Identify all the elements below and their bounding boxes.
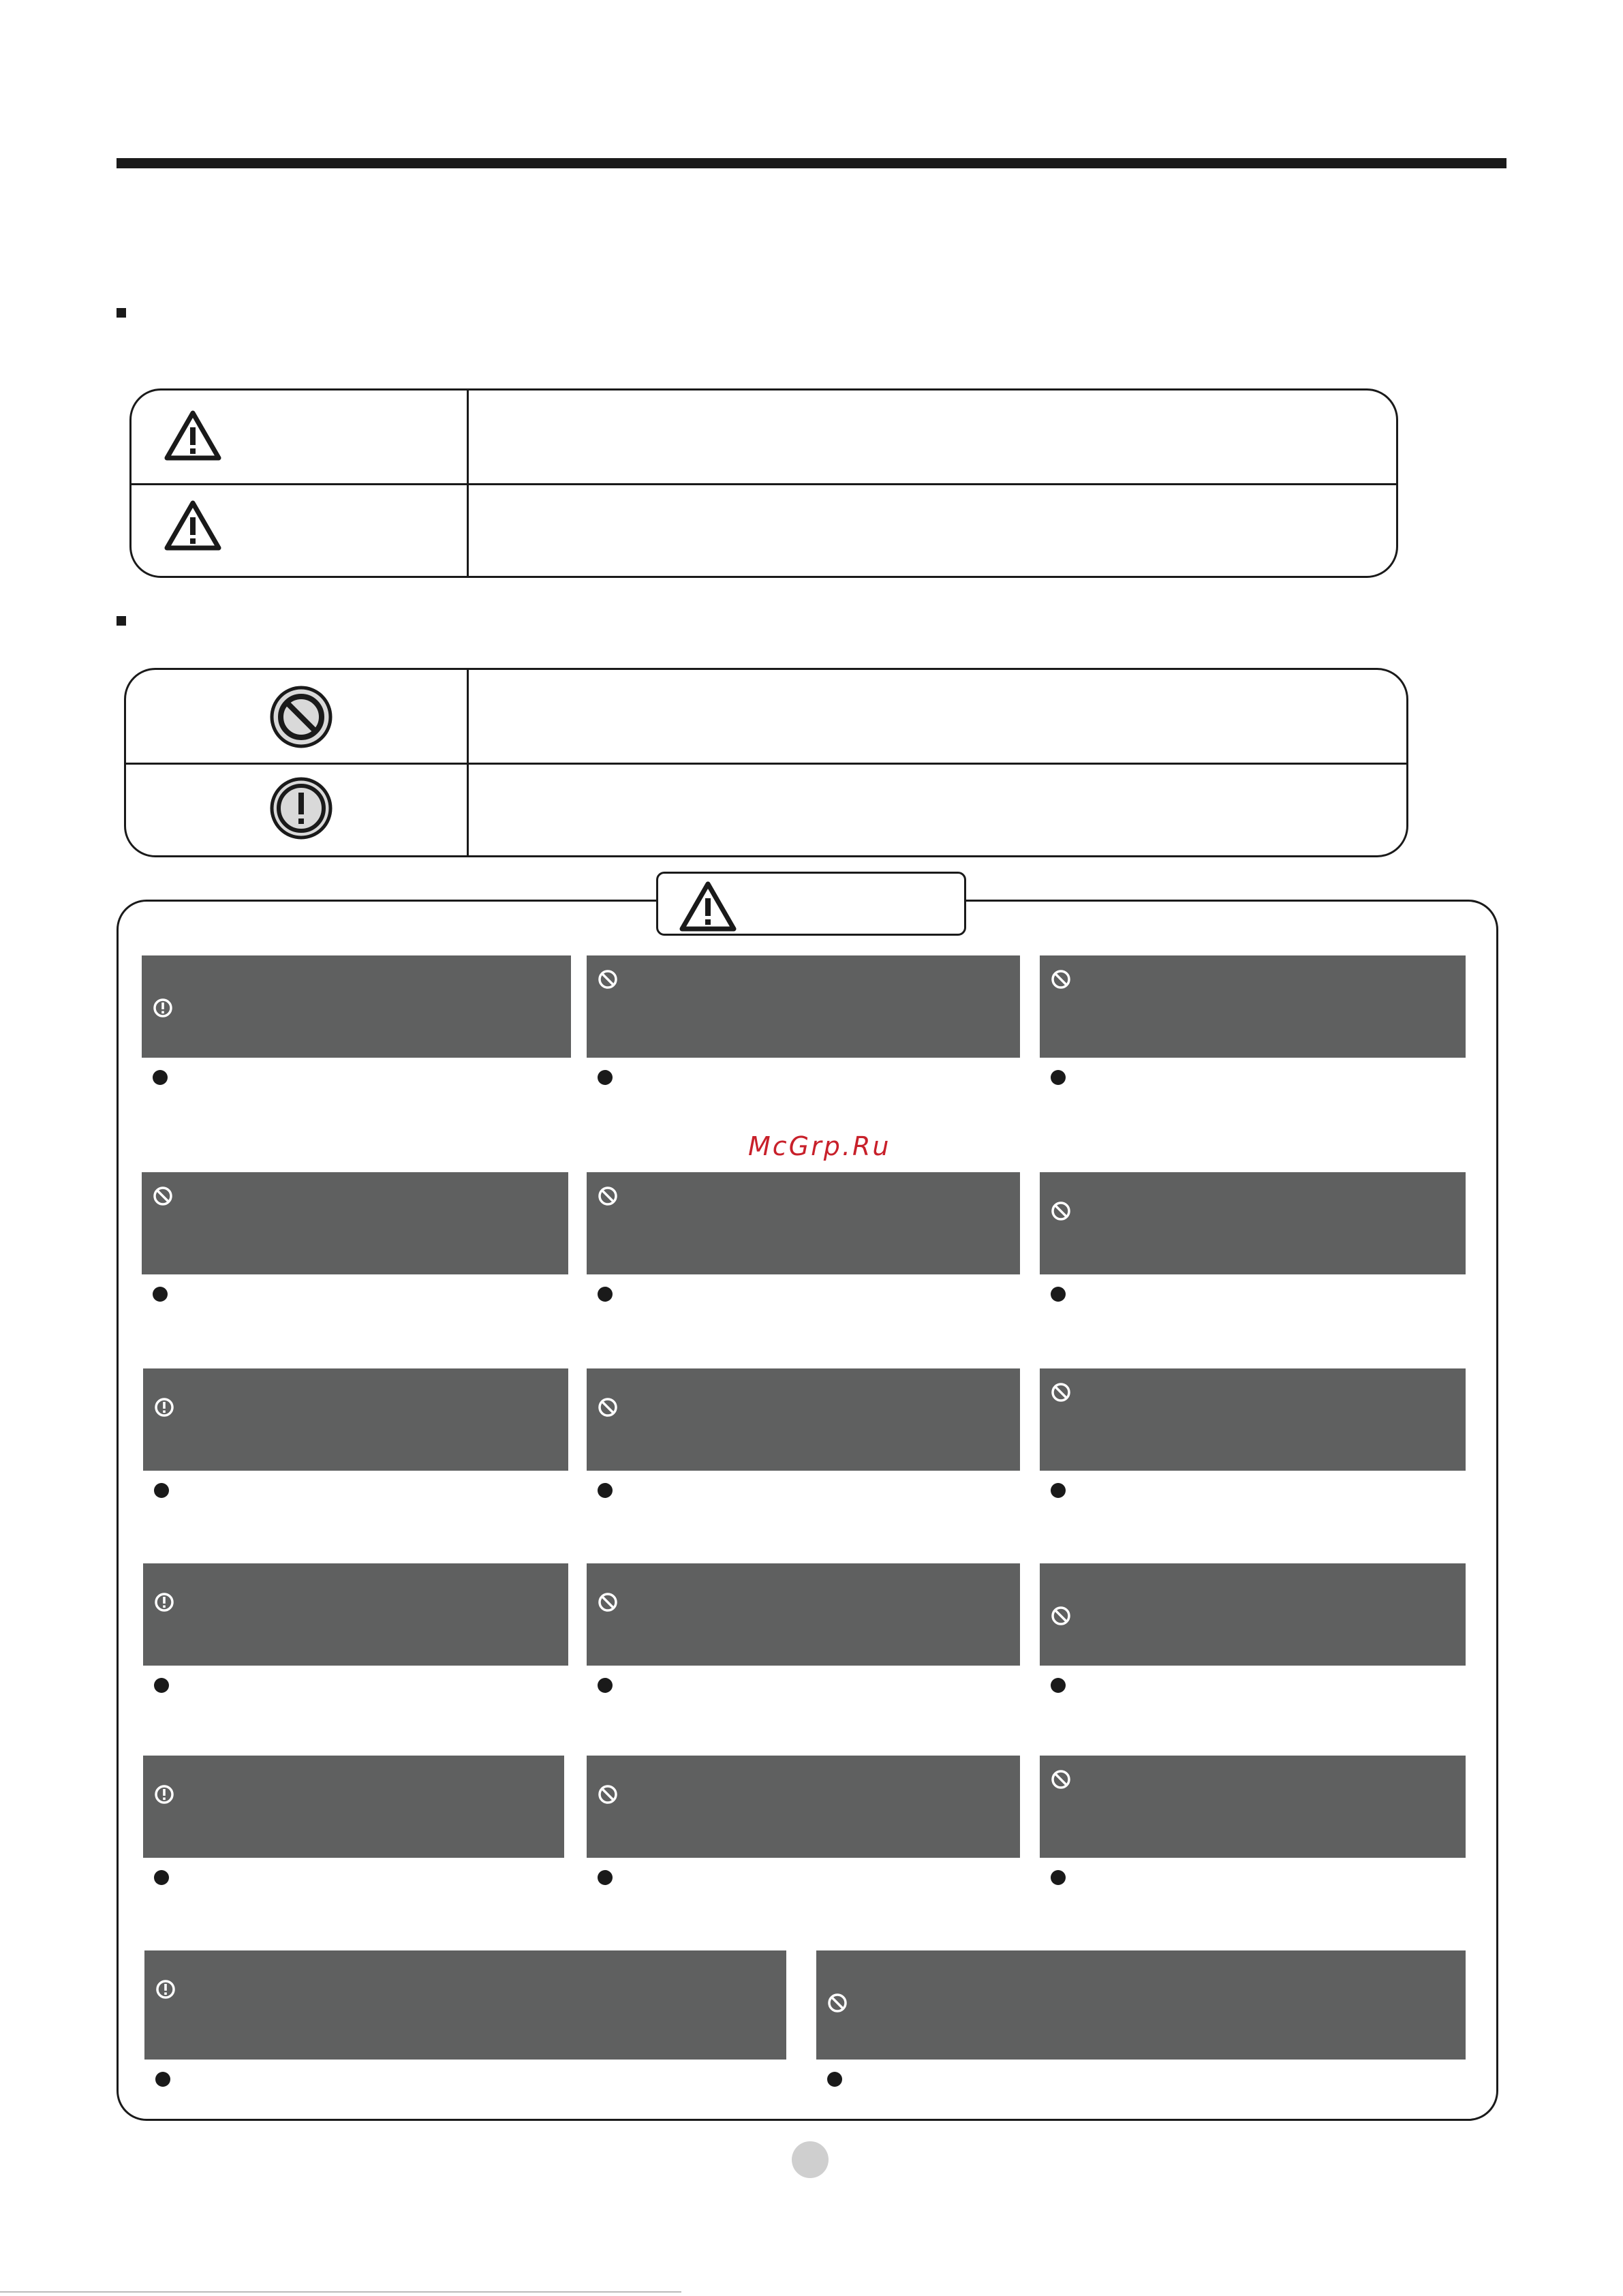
prohibited-icon — [1051, 1769, 1071, 1793]
warning-card — [144, 1950, 786, 2060]
hazard-legend-table — [129, 388, 1398, 578]
warning-card — [142, 955, 571, 1058]
note-bullet — [1051, 1870, 1066, 1885]
note-bullet — [1051, 1678, 1066, 1693]
prohibited-icon — [598, 1592, 618, 1616]
warning-card — [143, 1563, 568, 1666]
note-bullet — [154, 1870, 169, 1885]
warning-card — [587, 1172, 1020, 1274]
legend-row-mandatory — [126, 763, 1406, 855]
note-bullet — [153, 1070, 168, 1085]
note-bullet — [598, 1678, 613, 1693]
note-bullet — [1051, 1070, 1066, 1085]
warning-triangle-icon — [679, 881, 737, 932]
prohibited-icon — [1051, 1201, 1071, 1225]
prohibited-icon — [1051, 969, 1071, 993]
mandatory-exclamation-icon — [154, 1784, 174, 1808]
note-bullet — [154, 1678, 169, 1693]
warning-card — [587, 1368, 1020, 1471]
warning-card — [1040, 1368, 1466, 1471]
note-bullet — [155, 2072, 170, 2087]
note-bullet — [827, 2072, 842, 2087]
warning-card — [142, 1172, 568, 1274]
prohibited-icon — [598, 969, 618, 993]
mandatory-exclamation-icon — [153, 998, 173, 1022]
prohibited-icon — [827, 1993, 848, 2017]
warning-card — [1040, 1563, 1466, 1666]
warning-card — [1040, 1756, 1466, 1858]
warnings-panel-title — [656, 872, 966, 936]
prohibited-icon — [598, 1784, 618, 1808]
prohibited-icon — [598, 1397, 618, 1421]
caution-triangle-icon — [164, 500, 221, 551]
note-bullet — [598, 1870, 613, 1885]
note-bullet — [598, 1483, 613, 1498]
prohibited-icon — [598, 1186, 618, 1210]
legend-row-caution — [132, 483, 1396, 576]
warning-card — [143, 1756, 564, 1858]
section-bullet — [117, 308, 126, 318]
warning-card — [587, 1563, 1020, 1666]
note-bullet — [1051, 1483, 1066, 1498]
mandatory-exclamation-icon — [154, 1592, 174, 1616]
note-bullet — [598, 1287, 613, 1302]
page-number-badge — [792, 2141, 829, 2178]
prohibited-icon — [1051, 1382, 1071, 1406]
warning-card — [1040, 1172, 1466, 1274]
warning-card — [587, 955, 1020, 1058]
legend-row-warning — [132, 391, 1396, 485]
warning-card — [143, 1368, 568, 1471]
header-rule — [117, 158, 1506, 168]
warning-triangle-icon — [164, 410, 221, 461]
mandatory-exclamation-icon — [155, 1979, 176, 2003]
note-bullet — [1051, 1287, 1066, 1302]
legend-row-prohibited — [126, 670, 1406, 765]
warning-card — [1040, 955, 1466, 1058]
prohibited-icon — [1051, 1606, 1071, 1629]
warning-card — [587, 1756, 1020, 1858]
prohibited-icon — [269, 685, 333, 749]
mandatory-exclamation-icon — [154, 1397, 174, 1421]
warnings-panel — [117, 900, 1498, 2121]
note-bullet — [153, 1287, 168, 1302]
watermark: McGrp.Ru — [748, 1131, 891, 1161]
mandatory-exclamation-icon — [269, 776, 333, 840]
warning-card — [816, 1950, 1466, 2060]
note-bullet — [154, 1483, 169, 1498]
footer-rule — [0, 2291, 681, 2293]
prohibited-icon — [153, 1186, 173, 1210]
section-bullet — [117, 616, 126, 626]
symbol-legend-table — [124, 668, 1408, 857]
note-bullet — [598, 1070, 613, 1085]
